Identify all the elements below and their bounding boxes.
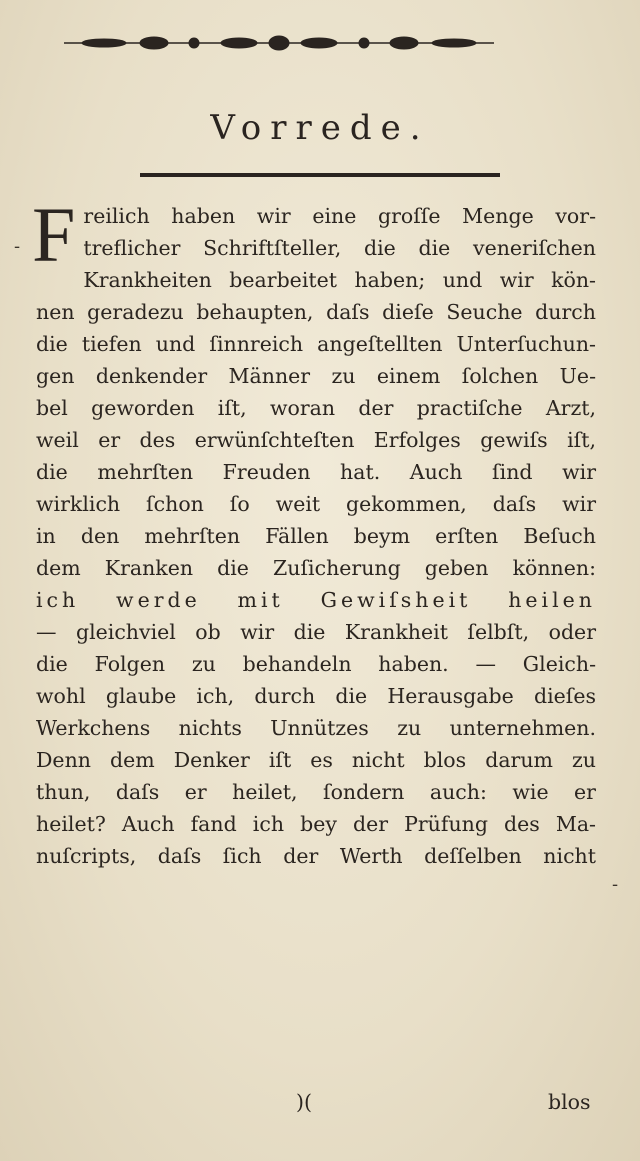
text-line: die Folgen zu behandeln haben. — Gleich- bbox=[36, 652, 596, 676]
text-line: Krankheiten bearbeitet haben; und wir kön- bbox=[83, 268, 596, 292]
text-line: nen geradezu behaupten, daſs dieſe Seuche durch bbox=[36, 300, 596, 324]
page-heading: Vorrede. bbox=[210, 108, 430, 148]
text-line: treflicher Schriftſteller, die die veneriſchen bbox=[83, 236, 596, 260]
text-line: gen denkender Männer zu einem ſolchen Ue- bbox=[36, 364, 596, 388]
text-line: die tiefen und ſinnreich angeſtellten Unterſuchun- bbox=[36, 332, 596, 356]
preface-body bbox=[32, 191, 596, 872]
dropcap-initial: F bbox=[32, 191, 76, 278]
header-ornament bbox=[64, 32, 494, 54]
signature-mark: )( bbox=[296, 1090, 312, 1114]
text-line: — gleichviel ob wir die Krankheit ſelbſt, oder bbox=[36, 620, 596, 644]
text-line: wohl glaube ich, durch die Herausgabe dieſes bbox=[36, 684, 596, 708]
text-line-spaced: ich werde mit Gewiſsheit heilen bbox=[36, 588, 596, 612]
text-line: nuſcripts, daſs ſich der Werth deſſelben nicht bbox=[36, 844, 596, 868]
margin-mark: - bbox=[14, 236, 21, 257]
text-line: wirklich ſchon ſo weit gekommen, daſs wir bbox=[36, 492, 596, 516]
text-line: in den mehrſten Fällen beym erſten Beſuch bbox=[36, 524, 596, 548]
text-line: die mehrſten Freuden hat. Auch ſind wir bbox=[36, 460, 596, 484]
margin-mark: - bbox=[612, 874, 619, 895]
heading-rule bbox=[140, 172, 500, 178]
text-line: thun, daſs er heilet, ſondern auch: wie er bbox=[36, 780, 596, 804]
text-line: weil er des erwünſchteſten Erfolges gewiſs iſt, bbox=[36, 428, 596, 452]
catchword: blos bbox=[548, 1090, 591, 1114]
text-line: bel geworden iſt, woran der practiſche Arzt, bbox=[36, 396, 596, 420]
text-line: Denn dem Denker iſt es nicht blos darum zu bbox=[36, 748, 596, 772]
text-line: Werkchens nichts Unnützes zu unternehmen. bbox=[36, 716, 596, 740]
text-line: reilich haben wir eine groſſe Menge vor- bbox=[83, 204, 596, 228]
text-line: dem Kranken die Zuſicherung geben können: bbox=[36, 556, 596, 580]
text-line: heilet? Auch fand ich bey der Prüfung des Ma- bbox=[36, 812, 596, 836]
